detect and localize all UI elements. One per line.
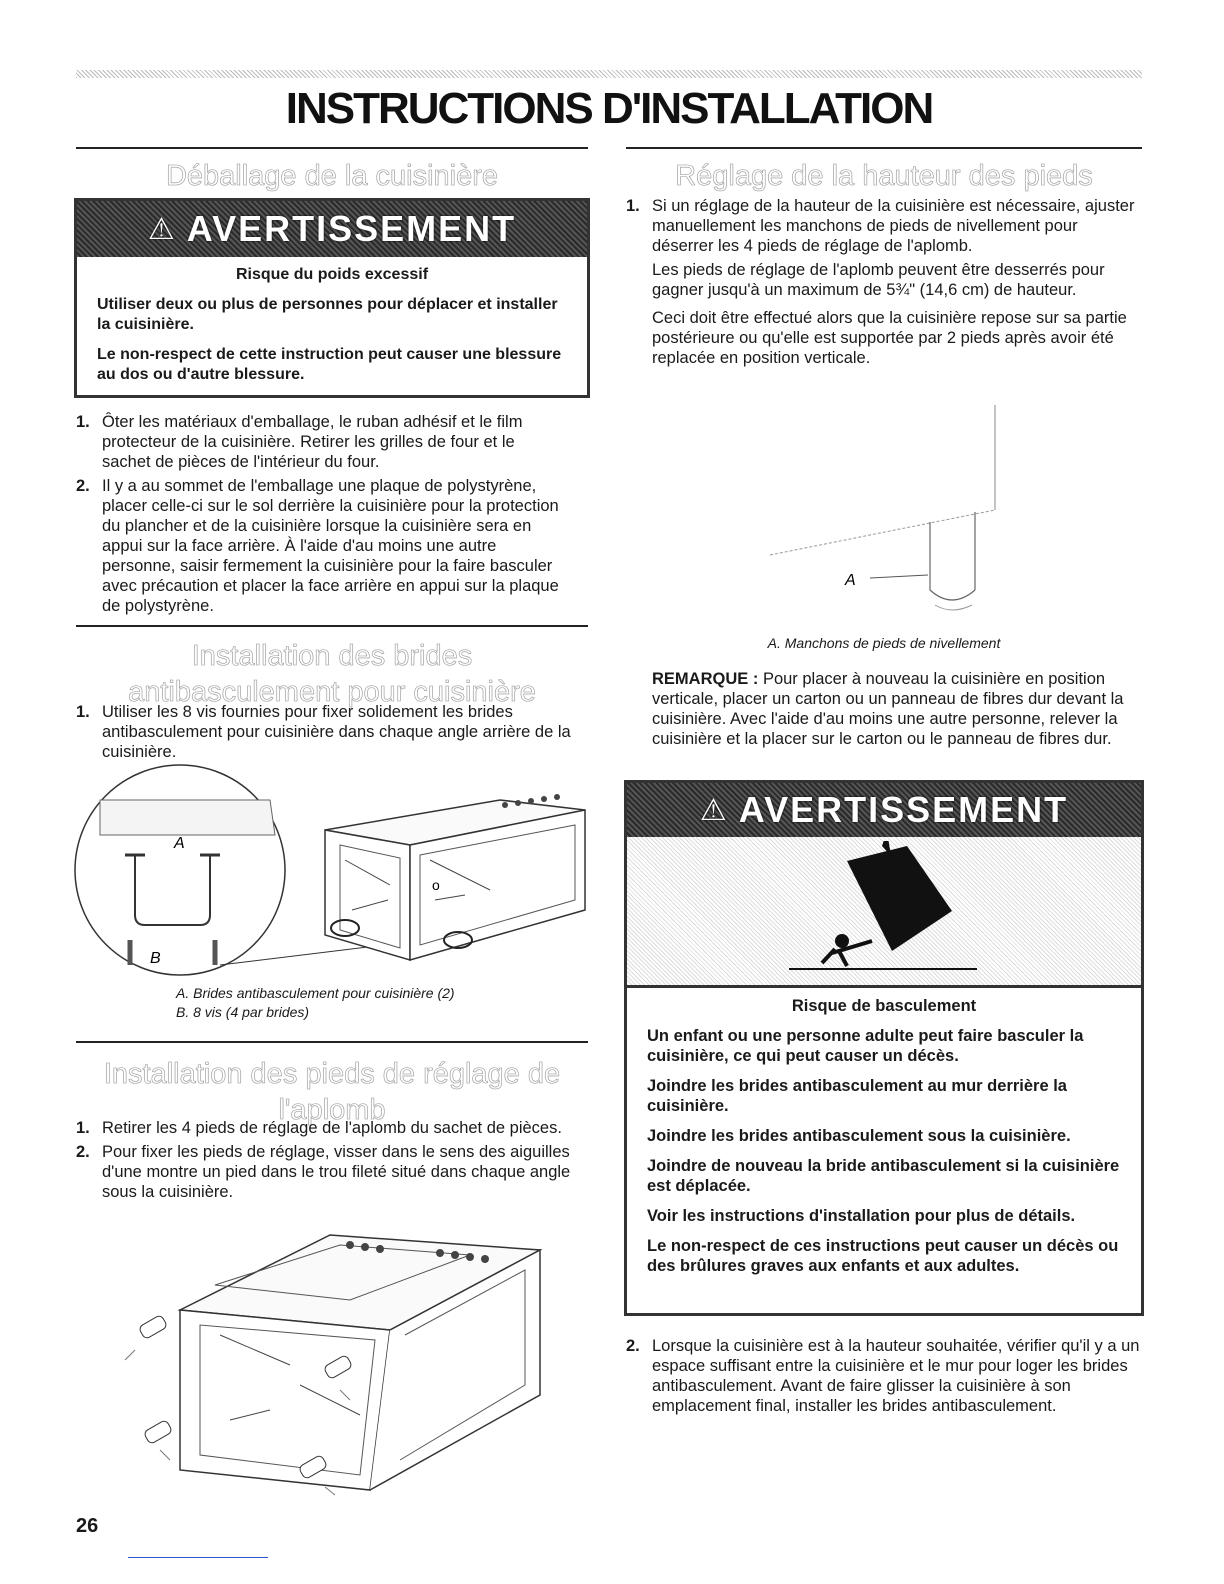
warning-line: Voir les instructions d'installation pour plus de détails.	[647, 1207, 1076, 1225]
warning-banner	[77, 201, 587, 257]
step-number: 1.	[626, 197, 640, 215]
warning-line: Le non-respect de ces instructions peut causer un décès ou des brûlures graves aux enfants et aux adultes.	[647, 1237, 1119, 1275]
list-item	[76, 702, 576, 762]
figure-label-a: A	[845, 572, 856, 589]
step-text: Ôter les matériaux d'emballage, le ruban adhésif et le film protecteur de la cuisinière. Retirer les grilles de four et le sachet de pièces de l'intérieur du four.	[102, 413, 523, 471]
warning-line: Joindre les brides antibasculement sous la cuisinière.	[647, 1127, 1071, 1145]
anti-tip-bracket-illustration	[70, 760, 600, 985]
tip-over-warning-box	[624, 780, 1144, 1316]
page-title: INSTRUCTIONS D'INSTALLATION	[285, 84, 933, 133]
warning-line: Joindre les brides antibasculement au mur derrière la cuisinière.	[647, 1077, 1067, 1115]
step-number: 1.	[76, 703, 90, 721]
final-step	[626, 1336, 1142, 1420]
brackets-caption-a: A. Brides antibasculement pour cuisinière (2)	[176, 985, 455, 1001]
warning-heading: Risque de basculement	[791, 997, 977, 1015]
figure-label-a: A	[174, 835, 185, 852]
step-text: Il y a au sommet de l'emballage une plaque de polystyrène, placer celle-ci sur le sol derrière la cuisinière pour la protection du plancher et de la cuisinière lorsque la cuisinière sera en appui sur la face arrière. À l'aide d'au moins une autre personne, saisir fermement la cuisinière pour la faire basculer avec précaution et placer la face arrière en appui sur la plaque de polystyrène.	[102, 477, 559, 615]
height-section-title: Réglage de la hauteur des pieds	[675, 160, 1093, 192]
warning-line: Joindre de nouveau la bride antibasculement si la cuisinière est déplacée.	[647, 1157, 1120, 1195]
step-number: 1.	[76, 1119, 90, 1137]
brackets-title-line2: antibasculement pour cuisinière	[128, 676, 536, 708]
height-paragraph: Les pieds de réglage de l'aplomb peuvent être desserrés pour gagner jusqu'à un maximum de 5¾" (14,6 cm) de hauteur.	[652, 261, 1105, 299]
brackets-section-title	[76, 638, 588, 710]
oven-knob-mark: o	[432, 877, 440, 893]
weight-warning-box	[74, 198, 590, 398]
brackets-caption-b: B. 8 vis (4 par brides)	[176, 1004, 310, 1020]
warning-banner-label: AVERTISSEMENT	[738, 789, 1069, 830]
list-item	[626, 1336, 1142, 1416]
figure-label-b: B	[150, 950, 161, 967]
feet-title-line1: Installation des pieds de réglage de	[103, 1058, 561, 1090]
footer-rule	[128, 1557, 268, 1558]
list-item	[76, 1118, 576, 1138]
leveling-feet-illustration	[120, 1225, 560, 1505]
step-number: 2.	[626, 1337, 640, 1355]
feet-title-line2: l'aplomb	[278, 1094, 386, 1126]
warning-triangle-icon: ⚠	[699, 793, 729, 827]
warning-triangle-icon: ⚠	[147, 212, 177, 246]
warning-banner	[627, 783, 1141, 837]
step-text: Si un réglage de la hauteur de la cuisinière est nécessaire, ajuster manuellement les manchons de pieds de nivellement pour déserrer les 4 pieds de réglage de l'aplomb.	[652, 197, 1135, 255]
warning-banner-label: AVERTISSEMENT	[186, 208, 517, 249]
warning-line: Un enfant ou une personne adulte peut faire basculer la cuisinière, ce qui peut causer un décès.	[647, 1027, 1084, 1065]
tip-over-pictogram-icon	[787, 841, 987, 981]
brackets-steps	[76, 702, 576, 766]
unpack-section-title: Déballage de la cuisinière	[165, 160, 499, 192]
warning-heading: Risque du poids excessif	[235, 266, 429, 283]
step-number: 2.	[76, 1143, 90, 1161]
step-text: Utiliser les 8 vis fournies pour fixer solidement les brides antibasculement pour cuisinière dans chaque angle arrière de la cuisinière.	[102, 703, 571, 761]
height-steps	[626, 196, 1142, 376]
remark-text: Pour placer à nouveau la cuisinière en position verticale, placer un carton ou un panneau de fibres dur devant la cuisinière. Avec l'aide d'au moins une autre personne, relever la cuisinière et la placer sur le carton ou le panneau de fibres dur.	[652, 670, 1124, 748]
section-rule	[76, 1041, 588, 1043]
page-number: 26	[76, 1515, 99, 1537]
header-rule	[76, 70, 1142, 78]
tip-over-pictogram-panel	[627, 837, 1141, 988]
height-paragraph: Ceci doit être effectué alors que la cuisinière repose sur sa partie postérieure ou qu'elle est supportée par 2 pieds après avoir été replacée en position verticale.	[652, 309, 1127, 367]
section-rule	[76, 625, 588, 627]
step-number: 2.	[76, 477, 90, 495]
warning-line: Utiliser deux ou plus de personnes pour déplacer et installer la cuisinière.	[97, 296, 558, 333]
list-item	[626, 196, 1142, 256]
sleeve-caption: A. Manchons de pieds de nivellement	[767, 635, 1001, 651]
brackets-title-line1: Installation des brides	[191, 640, 473, 672]
list-item	[76, 412, 566, 472]
list-item	[76, 1142, 576, 1202]
step-number: 1.	[76, 413, 90, 431]
step-text: Retirer les 4 pieds de réglage de l'aplomb du sachet de pièces.	[102, 1119, 562, 1137]
unpack-steps	[76, 412, 566, 620]
remark-label: REMARQUE :	[652, 670, 759, 688]
warning-line: Le non-respect de cette instruction peut causer une blessure au dos ou d'autre blessure.	[97, 346, 562, 383]
remark	[652, 669, 1142, 749]
feet-steps	[76, 1118, 576, 1206]
leveling-sleeve-illustration	[760, 400, 1020, 630]
list-item	[76, 476, 566, 616]
section-rule	[626, 147, 1142, 149]
step-text: Lorsque la cuisinière est à la hauteur souhaitée, vérifier qu'il y a un espace suffisant entre la cuisinière et le mur pour loger les brides antibasculement. Avant de faire glisser la cuisinière à son emplacement final, installer les brides antibasculement.	[652, 1337, 1140, 1415]
section-rule	[76, 147, 588, 149]
step-text: Pour fixer les pieds de réglage, visser dans le sens des aiguilles d'une montre un pied dans le trou fileté situé dans chaque angle sous la cuisinière.	[102, 1143, 571, 1201]
